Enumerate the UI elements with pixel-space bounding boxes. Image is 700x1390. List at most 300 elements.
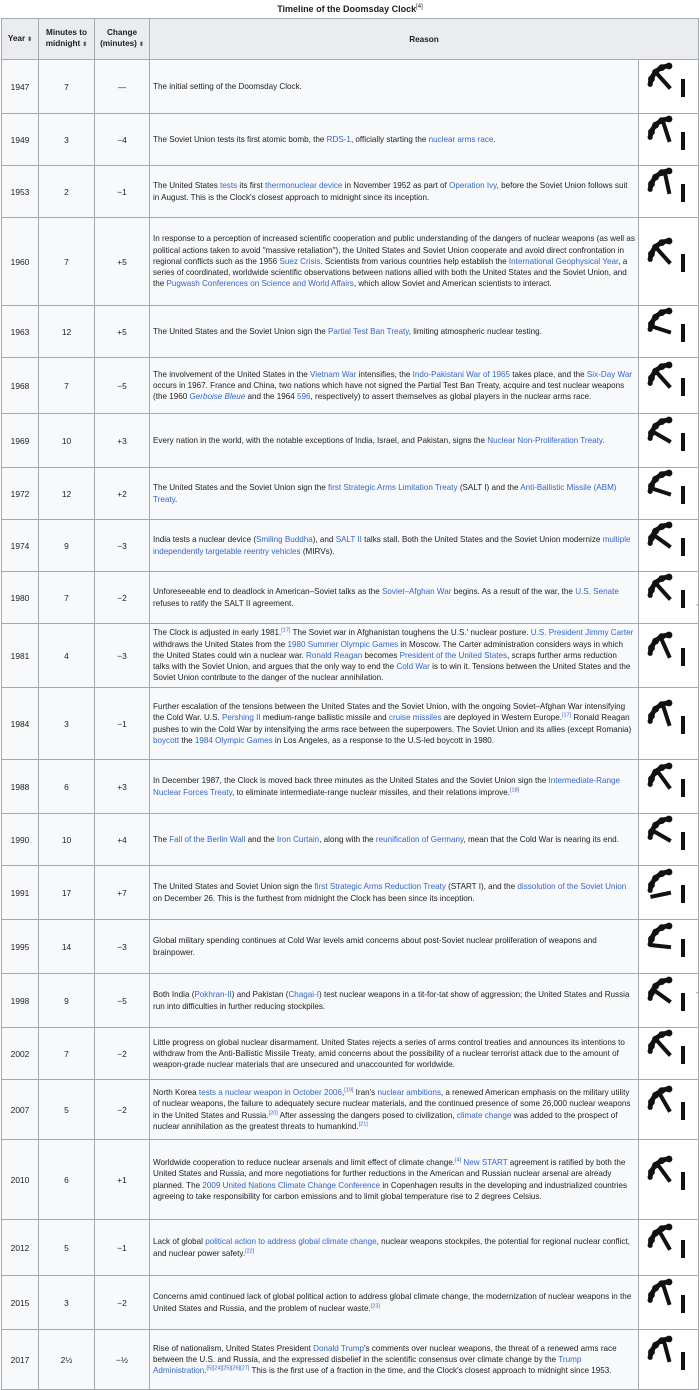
clock-image[interactable] xyxy=(639,1276,699,1330)
minutes-cell: 17 xyxy=(39,866,95,920)
table-row xyxy=(2,520,699,572)
reason-text: ) test nuclear weapons in a tit-for-tat show of aggression; the United States and Russia run into difficulties in further reducing stockpiles. xyxy=(153,990,630,1011)
reason-link[interactable]: Cold War xyxy=(396,662,430,672)
clock-image[interactable] xyxy=(639,866,699,920)
reason-text: The involvement of the United States in the xyxy=(153,369,311,379)
reason-cell xyxy=(150,114,639,166)
reason-text: intensifies, the xyxy=(356,369,413,379)
year-cell: 1972 xyxy=(2,468,39,520)
year-cell: 2015 xyxy=(2,1276,39,1330)
citation-ref[interactable]: [22] xyxy=(245,1247,255,1254)
reason-cell xyxy=(150,60,639,114)
minutes-cell: 7 xyxy=(39,1028,95,1080)
reason-text: In December 1987, the Clock is moved back three minutes as the United States and the Soviet Union sign the xyxy=(153,776,549,786)
reason-text: The xyxy=(153,834,170,844)
reason-text: Little progress on global nuclear disarmament. United States rejects a series of arms control treaties and announces its intentions to withdraw from the Anti-Ballistic Missile Treaty, amid concerns about the possibility of a nuclear terrorist attack due to the amount of weapon-grade nuclear materials that are unsecured and unaccounted for worldwide. xyxy=(153,1037,625,1070)
change-cell: −5 xyxy=(95,358,150,414)
reason-link[interactable]: political action to address global climate change xyxy=(205,1237,377,1247)
reason-link[interactable]: first Strategic Arms Limitation Treaty xyxy=(328,483,458,493)
minutes-cell: 14 xyxy=(39,920,95,974)
table-row xyxy=(2,60,699,114)
reason-cell xyxy=(150,572,639,624)
reason-link[interactable]: U.S. President Jimmy Carter xyxy=(530,628,634,638)
reason-link[interactable]: dissolution of the Soviet Union xyxy=(517,882,627,892)
reason-text: ), and xyxy=(312,535,336,545)
reason-cell xyxy=(150,1028,639,1080)
reason-text: In response to a perception of increased scientific cooperation and public understanding of the dangers of nuclear weapons (as well as political actions taken to avoid "massive retaliation"), the United States and Soviet Union cooperate and avoid direct confrontation in regional conflicts such as the 1956 xyxy=(153,234,635,266)
table-caption xyxy=(0,0,700,18)
reason-text: (MIRVs). xyxy=(300,546,335,556)
table-row xyxy=(2,306,699,358)
header-minutes[interactable]: Minutes to midnight ⬍ xyxy=(39,19,95,60)
year-cell: 2002 xyxy=(2,1028,39,1080)
table-row xyxy=(2,1330,699,1390)
minutes-cell: 3 xyxy=(39,688,95,760)
reason-text: . Scientists from various countries help establish the xyxy=(320,256,509,266)
reason-cell xyxy=(150,920,639,974)
reason-cell xyxy=(150,1140,639,1220)
clock-image[interactable] xyxy=(639,920,699,974)
reason-text: The United States and Soviet Union sign the xyxy=(153,882,315,892)
minutes-cell: 5 xyxy=(39,1080,95,1140)
sort-arrows-icon[interactable]: ⬍ xyxy=(82,42,88,48)
reason-text: , before the Soviet Union follows suit in August. This is the Clock's closest approach to midnight since its inception. xyxy=(153,181,628,202)
reason-text: occurs in 1967. France and China, two nations which have not signed the Partial Test Ban Treaty, acquire and test nuclear weapons (the 1960 xyxy=(153,380,625,402)
reason-link[interactable]: Six-Day War xyxy=(586,369,633,379)
reason-link[interactable]: Vietnam War xyxy=(310,369,357,379)
reason-text: After assessing the dangers posed to civilization, xyxy=(277,1110,457,1120)
reason-cell xyxy=(150,624,639,688)
change-cell: −2 xyxy=(95,1028,150,1080)
minutes-cell: 7 xyxy=(39,358,95,414)
reason-cell xyxy=(150,1276,639,1330)
change-cell: −½ xyxy=(95,1330,150,1390)
reason-cell xyxy=(150,760,639,814)
reason-text: Global military spending continues at Cold War levels amid concerns about post-Soviet nuclear proliferation of weapons and brainpower. xyxy=(153,936,597,957)
minutes-cell: 9 xyxy=(39,974,95,1028)
reason-text: , which allow Soviet and American scientists to interact. xyxy=(353,279,552,289)
doomsday-clock-icon[interactable] xyxy=(645,1279,693,1327)
minutes-cell: 6 xyxy=(39,1140,95,1220)
reason-cell xyxy=(150,358,639,414)
reason-link[interactable]: Operation Ivy xyxy=(449,181,497,191)
year-cell: 2012 xyxy=(2,1220,39,1276)
reason-text: in Los Angeles, as a response to the U.S-led boycott in 1980. xyxy=(272,735,495,745)
change-cell: +4 xyxy=(95,814,150,866)
table-row xyxy=(2,920,699,974)
reason-text: . xyxy=(175,494,178,504)
reason-cell xyxy=(150,1220,639,1276)
reason-text: becomes xyxy=(362,650,400,660)
table-row xyxy=(2,688,699,760)
reason-text: (START I), and the xyxy=(445,882,518,892)
reason-text: is to win it. Tensions between the United States and the Soviet Union contribute to the danger of the nuclear annihilation. xyxy=(153,662,631,683)
clock-image[interactable] xyxy=(639,60,699,114)
doomsday-clock-icon[interactable] xyxy=(645,1030,693,1078)
reason-link[interactable]: climate change xyxy=(456,1110,512,1120)
reason-link[interactable]: President of the United States xyxy=(399,650,508,660)
year-cell: 1990 xyxy=(2,814,39,866)
reason-cell xyxy=(150,866,639,920)
clock-image[interactable] xyxy=(639,688,699,760)
doomsday-clock-icon[interactable] xyxy=(645,522,693,570)
reason-text: in November 1952 as part of xyxy=(342,181,450,191)
caption-title: Timeline of the Doomsday Clock xyxy=(277,4,417,14)
reason-text: are deployed in Western Europe. xyxy=(441,713,562,723)
reason-text: on December 26. This is the furthest from midnight the Clock has been since its inception. xyxy=(153,893,475,903)
citation-ref[interactable]: [18] xyxy=(510,786,520,793)
header-year[interactable]: Year ⬍ xyxy=(2,19,39,60)
reason-text: medium-range ballistic missile and xyxy=(260,713,389,723)
minutes-cell: 3 xyxy=(39,114,95,166)
doomsday-clock-icon[interactable] xyxy=(645,116,693,164)
reason-link[interactable]: Anti-Ballistic Missile (ABM) Treaty xyxy=(153,483,617,504)
clock-image[interactable] xyxy=(639,358,699,414)
change-cell: −1 xyxy=(95,166,150,218)
reason-text: This is the first use of a fraction in the time, and the Clock's closest approach to midnight since 1953. xyxy=(249,1366,612,1376)
reason-text: begins. As a result of the war, the xyxy=(451,587,576,597)
year-cell: 1960 xyxy=(2,218,39,306)
reason-text: refuses to ratify the SALT II agreement. xyxy=(153,598,294,608)
reason-cell xyxy=(150,1330,639,1390)
table-row xyxy=(2,572,699,624)
reason-link[interactable]: Ronald Reagan xyxy=(305,650,363,660)
reason-link[interactable]: U.S. Senate xyxy=(575,587,619,597)
minutes-cell: 12 xyxy=(39,468,95,520)
reason-link[interactable]: first Strategic Arms Reduction Treaty xyxy=(314,882,446,892)
clock-image[interactable] xyxy=(639,760,699,814)
reason-link[interactable]: Iron Curtain xyxy=(276,834,320,844)
reason-link[interactable]: Smiling Buddha xyxy=(256,535,313,545)
year-cell: 1968 xyxy=(2,358,39,414)
caption-ref[interactable]: [4] xyxy=(416,4,423,10)
doomsday-clock-icon[interactable] xyxy=(645,1156,693,1204)
minutes-cell: 6 xyxy=(39,760,95,814)
edge-glyph: - xyxy=(696,988,699,997)
doomsday-clock-icon[interactable] xyxy=(645,574,693,622)
reason-text: and the xyxy=(245,834,277,844)
change-cell: −5 xyxy=(95,974,150,1028)
table-row xyxy=(2,166,699,218)
reason-text: North Korea xyxy=(153,1088,199,1098)
table-row xyxy=(2,218,699,306)
reason-text: , respectively) to assert themselves as global players in the nuclear arms race. xyxy=(310,392,592,402)
reason-link[interactable]: New START xyxy=(463,1158,508,1168)
reason-link[interactable]: Pershing II xyxy=(221,713,261,723)
reason-text: The initial setting of the Doomsday Clock. xyxy=(153,81,302,91)
table-row xyxy=(2,114,699,166)
reason-cell xyxy=(150,414,639,468)
table-row xyxy=(2,760,699,814)
doomsday-timeline-table xyxy=(1,18,699,1390)
year-cell: 1969 xyxy=(2,414,39,468)
year-cell: 1991 xyxy=(2,866,39,920)
reason-link[interactable]: SALT II xyxy=(335,535,362,545)
change-cell: +2 xyxy=(95,468,150,520)
year-cell: 1995 xyxy=(2,920,39,974)
reason-text: Ronald Reagan pushes to win the Cold War by intensifying the arms race between the superpowers. The Soviet Union and its allies (except Romania) xyxy=(153,713,632,734)
doomsday-clock-icon[interactable] xyxy=(645,1224,693,1272)
reason-text: , mean that the Cold War is nearing its end. xyxy=(463,834,619,844)
change-cell: +5 xyxy=(95,306,150,358)
doomsday-clock-icon[interactable] xyxy=(645,763,693,811)
minutes-cell: 7 xyxy=(39,60,95,114)
reason-link[interactable]: nuclear arms race xyxy=(428,134,494,144)
table-row xyxy=(2,1080,699,1140)
reason-text: ) and Pakistan ( xyxy=(231,990,289,1000)
clock-image[interactable] xyxy=(639,572,699,624)
year-cell: 1998 xyxy=(2,974,39,1028)
table-row xyxy=(2,974,699,1028)
year-cell: 1949 xyxy=(2,114,39,166)
reason-link[interactable]: reunification of Germany xyxy=(375,834,464,844)
year-cell: 2017 xyxy=(2,1330,39,1390)
doomsday-clock-icon[interactable] xyxy=(645,700,693,748)
clock-image[interactable] xyxy=(639,1080,699,1140)
year-cell: 1980 xyxy=(2,572,39,624)
reason-link[interactable]: Chagai-I xyxy=(288,990,320,1000)
reason-link[interactable]: 1984 Olympic Games xyxy=(194,735,273,745)
doomsday-clock-icon[interactable] xyxy=(645,308,693,356)
citation-ref[interactable]: [20] xyxy=(268,1109,278,1116)
year-cell: 2007 xyxy=(2,1080,39,1140)
table-row xyxy=(2,1028,699,1080)
reason-link[interactable]: tests a nuclear weapon in October 2006 xyxy=(198,1088,342,1098)
doomsday-clock-icon[interactable] xyxy=(645,816,693,864)
table-row xyxy=(2,1220,699,1276)
clock-image[interactable] xyxy=(639,1220,699,1276)
change-cell: −2 xyxy=(95,1080,150,1140)
reason-text: , limiting atmospheric nuclear testing. xyxy=(408,326,542,336)
reason-text: The United States and the Soviet Union sign the xyxy=(153,326,329,336)
change-cell: +1 xyxy=(95,1140,150,1220)
change-cell: −2 xyxy=(95,1276,150,1330)
reason-text: Further escalation of the tensions between the United States and the Soviet Union, with the ongoing Soviet–Afghan War intensifying the Cold War. U.S. xyxy=(153,702,626,723)
reason-link[interactable]: thermonuclear device xyxy=(265,181,343,191)
citation-ref[interactable]: [17] xyxy=(561,712,572,719)
reason-text: , along with the xyxy=(319,834,376,844)
doomsday-clock-icon[interactable] xyxy=(645,362,693,410)
reason-link[interactable]: 1980 Summer Olympic Games xyxy=(287,639,399,649)
citation-ref[interactable]: [23] xyxy=(370,1302,380,1309)
clock-image[interactable] xyxy=(639,306,699,358)
reason-text: The Soviet Union tests its first atomic bomb, the xyxy=(153,134,327,144)
citation-ref[interactable]: [4] xyxy=(455,1157,462,1164)
change-cell: +7 xyxy=(95,866,150,920)
citation-ref[interactable]: [5][24][25][26][27] xyxy=(206,1365,250,1372)
clock-image[interactable] xyxy=(639,520,699,572)
reason-link[interactable]: Gerboise Bleue xyxy=(189,392,246,402)
reason-link[interactable]: 596 xyxy=(297,392,311,402)
year-cell: 1988 xyxy=(2,760,39,814)
table-row xyxy=(2,866,699,920)
year-cell: 1947 xyxy=(2,60,39,114)
doomsday-clock-icon[interactable] xyxy=(645,869,693,917)
reason-text: Both India ( xyxy=(153,990,195,1000)
reason-text: (SALT I) and the xyxy=(457,483,521,493)
reason-text: The Clock is adjusted in early 1981. xyxy=(153,628,282,638)
doomsday-clock-icon[interactable] xyxy=(645,632,693,680)
reason-text: , to eliminate intermediate-range nuclear missiles, and their relations improve. xyxy=(232,787,511,797)
reason-text: was added to the prospect of nuclear annihilation as the greatest threats to humankind. xyxy=(153,1110,618,1131)
reason-link[interactable]: International Geophysical Year xyxy=(508,256,619,266)
minutes-cell: 9 xyxy=(39,520,95,572)
change-cell: −3 xyxy=(95,920,150,974)
reason-link[interactable]: 2009 United Nations Climate Change Conference xyxy=(202,1180,381,1190)
reason-link[interactable]: Intermediate-Range Nuclear Forces Treaty xyxy=(153,776,621,797)
reason-text: Lack of global xyxy=(153,1237,206,1247)
reason-text: . xyxy=(493,134,496,144)
reason-link[interactable]: Trump Administration xyxy=(153,1354,582,1376)
doomsday-clock-icon[interactable] xyxy=(645,977,693,1025)
clock-image[interactable] xyxy=(639,1028,699,1080)
change-cell: −3 xyxy=(95,520,150,572)
reason-link[interactable]: Partial Test Ban Treaty xyxy=(328,326,409,336)
doomsday-clock-icon[interactable] xyxy=(645,470,693,518)
reason-text: and the 1964 xyxy=(245,392,298,402)
reason-text: The Soviet war in Afghanistan toughens the U.S.' nuclear posture. xyxy=(290,628,531,638)
minutes-cell: 10 xyxy=(39,414,95,468)
table-row xyxy=(2,1140,699,1220)
reason-link[interactable]: nuclear ambitions xyxy=(377,1088,441,1098)
minutes-cell: 4 xyxy=(39,624,95,688)
minutes-cell: 2 xyxy=(39,166,95,218)
reason-link[interactable]: RDS-1 xyxy=(326,134,351,144)
table-row xyxy=(2,468,699,520)
clock-image[interactable] xyxy=(639,166,699,218)
minutes-cell: 3 xyxy=(39,1276,95,1330)
reason-cell xyxy=(150,814,639,866)
citation-ref[interactable]: [19] xyxy=(344,1087,354,1094)
clock-image[interactable] xyxy=(639,814,699,866)
reason-cell xyxy=(150,306,639,358)
reason-link[interactable]: Suez Crisis xyxy=(279,256,321,266)
reason-text: Iran's xyxy=(353,1088,378,1098)
year-cell: 1981 xyxy=(2,624,39,688)
minutes-cell: 7 xyxy=(39,218,95,306)
clock-image[interactable] xyxy=(639,414,699,468)
reason-text: The United States and the Soviet Union sign the xyxy=(153,483,329,493)
clock-image[interactable] xyxy=(639,1330,699,1390)
change-cell: −3 xyxy=(95,624,150,688)
reason-text: Every nation in the world, with the notable exceptions of India, Israel, and Pakistan, signs the xyxy=(153,435,488,445)
header-change[interactable]: Change (minutes) ⬍ xyxy=(95,19,150,60)
reason-text: its first xyxy=(237,181,266,191)
sort-arrows-icon[interactable]: ⬍ xyxy=(27,36,33,43)
clock-image[interactable] xyxy=(639,624,699,688)
reason-text: The United States xyxy=(153,181,221,191)
change-cell: −1 xyxy=(95,688,150,760)
reason-link[interactable]: multiple independently targetable reentry vehicles xyxy=(153,535,631,556)
reason-cell xyxy=(150,520,639,572)
minutes-cell: 12 xyxy=(39,306,95,358)
reason-cell xyxy=(150,166,639,218)
table-row xyxy=(2,624,699,688)
change-cell: +3 xyxy=(95,760,150,814)
change-cell: −4 xyxy=(95,114,150,166)
reason-text: agreement is ratified by both the United States and Russia, and more negotiations for further reductions in the American and Russian nuclear arsenal are already planned. The xyxy=(153,1158,626,1190)
reason-link[interactable]: Nuclear Non-Proliferation Treaty xyxy=(487,435,603,445)
reason-text: . xyxy=(602,435,605,445)
reason-cell xyxy=(150,1080,639,1140)
reason-link[interactable]: Soviet–Afghan War xyxy=(382,587,452,597)
reason-cell xyxy=(150,468,639,520)
edge-glyph: , xyxy=(696,598,699,607)
reason-text: withdraws the United States from the xyxy=(153,639,288,649)
reason-text: Worldwide cooperation to reduce nuclear arsenals and limit effect of climate change. xyxy=(153,1158,456,1168)
doomsday-clock-icon[interactable] xyxy=(645,1086,693,1134)
reason-text: , scraps further arms reduction talks with the Soviet Union, and argues that the only way to end the xyxy=(153,650,617,672)
reason-text: Unforeseeable end to deadlock in American–Soviet talks as the xyxy=(153,587,383,597)
reason-text: Rise of nationalism, United States President xyxy=(153,1343,314,1353)
clock-image[interactable] xyxy=(639,114,699,166)
clock-image[interactable] xyxy=(639,218,699,306)
citation-ref[interactable]: [21] xyxy=(358,1121,368,1128)
reason-text: talks stall. Both the United States and the Soviet Union modernize xyxy=(361,535,603,545)
reason-text: in Copenhagen results in the developing and industrialized countries agreeing to take responsibility for carbon emissions and to limit global temperature rise to 2 degrees Celsius. xyxy=(153,1180,628,1201)
year-cell: 2010 xyxy=(2,1140,39,1220)
clock-image[interactable] xyxy=(639,974,699,1028)
reason-cell xyxy=(150,218,639,306)
reason-cell xyxy=(150,974,639,1028)
change-cell: +5 xyxy=(95,218,150,306)
minutes-cell: 5 xyxy=(39,1220,95,1276)
change-cell: — xyxy=(95,60,150,114)
year-cell: 1974 xyxy=(2,520,39,572)
reason-link[interactable]: tests xyxy=(220,181,238,191)
reason-text: . xyxy=(204,1366,207,1376)
change-cell: +3 xyxy=(95,414,150,468)
reason-text: 's comments over nuclear weapons, the threat of a renewed arms race between the U.S. and Russia, and the expressed disbelief in the scientific consensus over climate change by the xyxy=(153,1343,617,1364)
year-cell: 1963 xyxy=(2,306,39,358)
table-row xyxy=(2,814,699,866)
doomsday-clock-icon[interactable] xyxy=(645,923,693,971)
change-cell: −1 xyxy=(95,1220,150,1276)
reason-text: Concerns amid continued lack of global political action to address global climate change, the modernization of nuclear weapons in the United States and Russia, and the problem of nuclear waste. xyxy=(153,1292,632,1313)
reason-text: , officially starting the xyxy=(350,134,429,144)
reason-text: , nuclear weapons stockpiles, the potential for regional nuclear conflict, and nuclear power safety. xyxy=(153,1237,630,1258)
minutes-cell: 10 xyxy=(39,814,95,866)
reason-text: the xyxy=(179,735,195,745)
reason-link[interactable]: Donald Trump xyxy=(313,1343,364,1353)
reason-link[interactable]: cruise missiles xyxy=(388,713,442,723)
clock-image[interactable] xyxy=(639,1140,699,1220)
reason-cell xyxy=(150,688,639,760)
doomsday-clock-icon[interactable] xyxy=(645,417,693,465)
table-row xyxy=(2,358,699,414)
doomsday-clock-icon[interactable] xyxy=(645,63,693,111)
reason-link[interactable]: Indo-Pakistani War of 1965 xyxy=(412,369,510,379)
reason-text: , xyxy=(341,1088,345,1098)
table-row xyxy=(2,414,699,468)
reason-text: India tests a nuclear device ( xyxy=(153,535,257,545)
citation-ref[interactable]: [17] xyxy=(281,627,291,634)
doomsday-clock-icon[interactable] xyxy=(645,238,693,286)
reason-link[interactable]: Pokhran-II xyxy=(194,990,232,1000)
reason-link[interactable]: boycott xyxy=(153,735,180,745)
reason-link[interactable]: Fall of the Berlin Wall xyxy=(169,834,246,844)
reason-text: in Moscow. The Carter administration considers ways in which the United States could win a nuclear war. xyxy=(153,639,623,660)
reason-text: , a renewed American emphasis on the military utility of nuclear weapons, the failure to adequately secure nuclear materials, and the continued presence of some 26,000 nuclear weapons in the United States and Russia. xyxy=(153,1088,631,1120)
doomsday-clock-icon[interactable] xyxy=(645,1336,693,1384)
doomsday-clock-icon[interactable] xyxy=(645,168,693,216)
sort-arrows-icon[interactable]: ⬍ xyxy=(138,42,144,48)
reason-text: takes place, and the xyxy=(509,369,587,379)
year-cell: 1953 xyxy=(2,166,39,218)
reason-link[interactable]: Pugwash Conferences on Science and World Affairs xyxy=(166,279,354,289)
clock-image[interactable] xyxy=(639,468,699,520)
minutes-cell: 7 xyxy=(39,572,95,624)
